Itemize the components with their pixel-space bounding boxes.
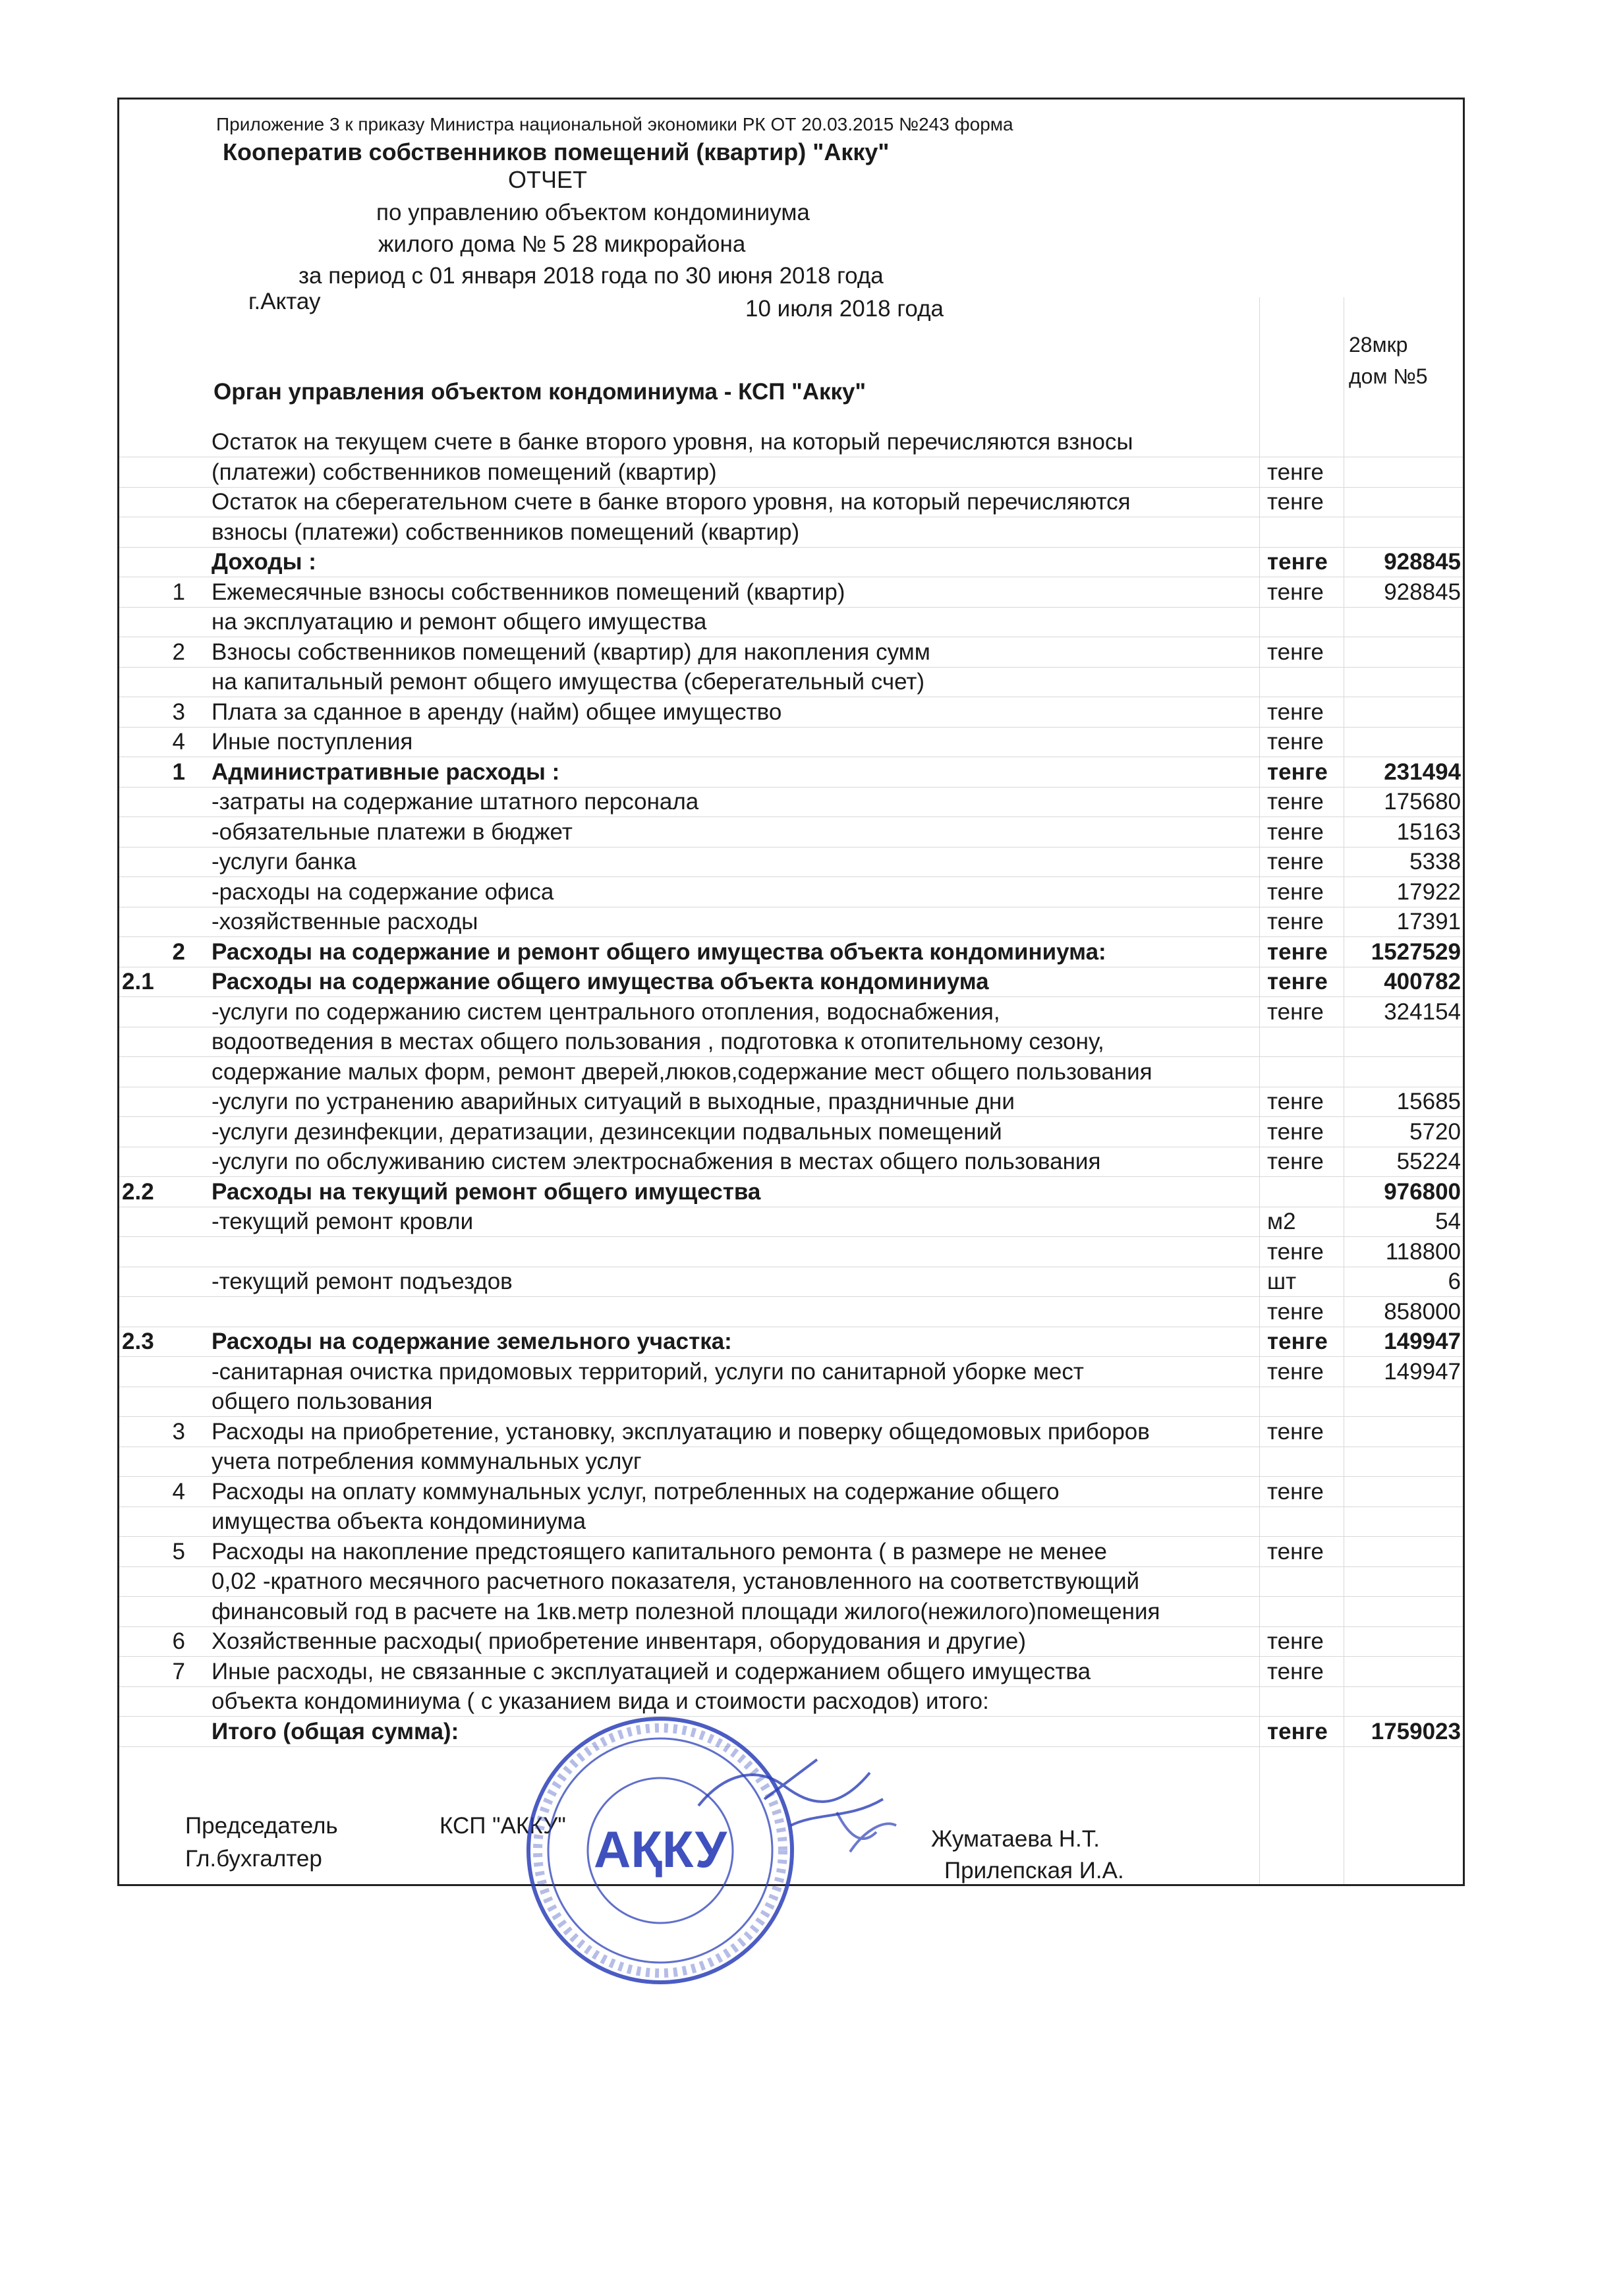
row-divider — [119, 1566, 1463, 1567]
row-number: 1 — [172, 759, 185, 785]
report-sheet — [117, 98, 1465, 1886]
row-divider — [119, 727, 1463, 728]
row-unit: тенге — [1267, 759, 1328, 785]
row-number: 2.1 — [122, 969, 154, 994]
row-value: 149947 — [1384, 1329, 1461, 1354]
row-label: Остаток на сберегательном счете в банке второго уровня, на который перечисляются — [212, 489, 1131, 515]
row-label: Иные поступления — [212, 729, 413, 755]
row-label: 0,02 -кратного месячного расчетного показателя, установленного на соответствующий — [212, 1568, 1140, 1594]
row-label: Хозяйственные расходы( приобретение инвентаря, оборудования и другие) — [212, 1628, 1027, 1654]
row-number: 3 — [172, 1418, 185, 1445]
row-value: 976800 — [1384, 1178, 1461, 1205]
row-value: 1527529 — [1371, 938, 1461, 965]
row-unit: тенге — [1267, 1358, 1324, 1385]
row-value: 5720 — [1409, 1118, 1461, 1145]
row-divider — [119, 547, 1463, 548]
accountant-name: Прилепская И.А. — [944, 1858, 1124, 1883]
row-label: на эксплуатацию и ремонт общего имущества — [212, 609, 707, 635]
row-label: Ежемесячные взносы собственников помещений (квартир) — [212, 579, 845, 605]
row-value: 15163 — [1396, 818, 1461, 845]
row-value: 15685 — [1396, 1089, 1461, 1114]
row-label: Иные расходы, не связанные с эксплуатацией и содержанием общего имущества — [212, 1658, 1091, 1684]
chair-organization: КСП "АККУ" — [440, 1813, 566, 1839]
row-value: 175680 — [1384, 789, 1461, 815]
row-label: Взносы собственников помещений (квартир) для накопления сумм — [212, 639, 930, 665]
row-unit: тенге — [1267, 969, 1328, 994]
row-unit: тенге — [1267, 818, 1324, 845]
row-number: 7 — [172, 1658, 185, 1684]
report-city: г.Актау — [248, 289, 321, 314]
row-label: -услуги дезинфекции, дератизации, дезинсекции подвальных помещений — [212, 1118, 1002, 1145]
row-divider — [119, 936, 1463, 937]
row-label: Расходы на текущий ремонт общего имущества — [212, 1178, 761, 1205]
row-unit: тенге — [1267, 459, 1324, 485]
row-divider — [119, 1476, 1463, 1477]
row-label: Доходы : — [212, 549, 316, 575]
row-divider — [119, 607, 1463, 608]
row-unit: тенге — [1267, 1149, 1324, 1174]
management-body: Орган управления объектом кондоминиума - КСП "Акку" — [213, 379, 866, 405]
row-label: общего пользования — [212, 1389, 433, 1414]
row-value: 6 — [1448, 1269, 1461, 1294]
row-label: -услуги банка — [212, 849, 356, 875]
row-number: 2 — [172, 938, 185, 965]
row-unit: тенге — [1267, 998, 1324, 1025]
report-title: ОТЧЕТ — [508, 166, 587, 193]
row-divider — [119, 996, 1463, 997]
row-label: Расходы на приобретение, установку, эксплуатацию и поверку общедомовых приборов — [212, 1418, 1150, 1445]
row-label: Расходы на оплату коммунальных услуг, потребленных на содержание общего — [212, 1478, 1060, 1505]
stamp-center-text: АҚКУ — [593, 1820, 727, 1878]
row-label: Остаток на текущем счете в банке второго уровня, на который перечисляются взносы — [212, 429, 1133, 455]
row-value: 1759023 — [1371, 1718, 1461, 1744]
row-label: на капитальный ремонт общего имущества (сберегательный счет) — [212, 669, 925, 695]
row-unit: шт — [1267, 1269, 1297, 1294]
row-number: 4 — [172, 729, 185, 755]
row-number: 4 — [172, 1478, 185, 1505]
report-subtitle-2: жилого дома № 5 28 микрорайона — [378, 231, 746, 257]
row-unit: м2 — [1267, 1209, 1296, 1234]
chair-role: Председатель — [185, 1813, 338, 1839]
object-label-1: 28мкр — [1349, 333, 1408, 357]
row-divider — [119, 1296, 1463, 1297]
row-number: 2 — [172, 639, 185, 665]
report-subtitle-1: по управлению объектом кондоминиума — [376, 200, 810, 225]
row-number: 2.3 — [122, 1329, 154, 1354]
row-unit: тенге — [1267, 909, 1324, 934]
row-label: Расходы на накопление предстоящего капитального ремонта ( в размере не менее — [212, 1538, 1107, 1564]
row-number: 5 — [172, 1538, 185, 1564]
appendix-note: Приложение 3 к приказу Министра национальной экономики РК ОТ 20.03.2015 №243 форма — [216, 114, 1013, 134]
row-divider — [119, 1686, 1463, 1687]
chair-name: Жуматаева Н.Т. — [931, 1826, 1100, 1852]
row-value: 858000 — [1384, 1298, 1461, 1325]
row-label: Плата за сданное в аренду (найм) общее имущество — [212, 699, 782, 725]
row-value: 54 — [1435, 1209, 1461, 1234]
report-period: за период с 01 января 2018 года по 30 июня 2018 года — [298, 263, 884, 289]
row-unit: тенге — [1267, 639, 1324, 665]
row-unit: тенге — [1267, 1089, 1324, 1114]
row-label: -текущий ремонт подъездов — [212, 1269, 513, 1294]
row-value: 324154 — [1384, 998, 1461, 1025]
row-label: -услуги по устранению аварийных ситуаций в выходные, праздничные дни — [212, 1089, 1015, 1114]
row-label: содержание малых форм, ремонт дверей,люков,содержание мест общего пользования — [212, 1058, 1152, 1085]
row-unit: тенге — [1267, 1238, 1324, 1265]
row-label: учета потребления коммунальных услуг — [212, 1449, 642, 1474]
row-label: Расходы на содержание общего имущества объекта кондоминиума — [212, 969, 989, 994]
row-divider — [119, 1356, 1463, 1357]
row-unit: тенге — [1267, 1118, 1324, 1145]
accountant-role: Гл.бухгалтер — [185, 1846, 322, 1872]
row-number: 1 — [172, 579, 185, 605]
row-unit: тенге — [1267, 1658, 1324, 1684]
row-unit: тенге — [1267, 1538, 1324, 1564]
row-value: 17391 — [1396, 909, 1461, 934]
row-value: 231494 — [1384, 759, 1461, 785]
report-date: 10 июля 2018 года — [745, 296, 944, 322]
row-divider — [119, 876, 1463, 877]
row-label: -обязательные платежи в бюджет — [212, 818, 573, 845]
row-label: взносы (платежи) собственников помещений (квартир) — [212, 519, 800, 545]
row-label: финансовый год в расчете на 1кв.метр полезной площади жилого(нежилого)помещения — [212, 1598, 1160, 1624]
row-label: -хозяйственные расходы — [212, 909, 478, 934]
row-divider — [119, 787, 1463, 788]
row-label: Итого (общая сумма): — [212, 1718, 459, 1744]
row-label: -затраты на содержание штатного персонала — [212, 789, 699, 815]
row-label: имущества объекта кондоминиума — [212, 1508, 586, 1534]
row-divider — [119, 487, 1463, 488]
row-label: Административные расходы : — [212, 759, 560, 785]
row-value: 17922 — [1396, 878, 1461, 905]
row-value: 928845 — [1384, 549, 1461, 575]
row-divider — [119, 1176, 1463, 1177]
row-divider — [119, 1656, 1463, 1657]
row-divider — [119, 1056, 1463, 1057]
row-divider — [119, 1596, 1463, 1597]
row-unit: тенге — [1267, 549, 1328, 575]
row-divider — [119, 667, 1463, 668]
row-unit: тенге — [1267, 579, 1324, 605]
row-number: 3 — [172, 699, 185, 725]
row-unit: тенге — [1267, 1329, 1328, 1354]
row-value: 928845 — [1384, 579, 1461, 605]
row-unit: тенге — [1267, 699, 1324, 725]
row-divider — [119, 1536, 1463, 1537]
row-label: Расходы на содержание земельного участка: — [212, 1329, 732, 1354]
row-unit: тенге — [1267, 938, 1328, 965]
row-unit: тенге — [1267, 1418, 1324, 1445]
row-value: 149947 — [1384, 1358, 1461, 1385]
row-label: объекта кондоминиума ( с указанием вида и стоимости расходов) итого: — [212, 1688, 989, 1714]
row-value: 118800 — [1385, 1238, 1461, 1265]
row-unit: тенге — [1267, 729, 1324, 755]
row-number: 6 — [172, 1628, 185, 1654]
row-divider — [119, 1626, 1463, 1627]
row-divider — [119, 1236, 1463, 1237]
row-label: (платежи) собственников помещений (квартир) — [212, 459, 717, 485]
row-label: -санитарная очистка придомовых территорий, услуги по санитарной уборке мест — [212, 1358, 1084, 1385]
row-unit: тенге — [1267, 849, 1324, 875]
row-unit: тенге — [1267, 789, 1324, 815]
row-unit: тенге — [1267, 1478, 1324, 1505]
row-value: 400782 — [1384, 969, 1461, 994]
signatures — [685, 1733, 903, 1865]
row-unit: тенге — [1267, 1298, 1324, 1325]
row-label: водоотведения в местах общего пользования , подготовка к отопительному сезону, — [212, 1029, 1104, 1054]
row-label: -услуги по обслуживанию систем электроснабжения в местах общего пользования — [212, 1149, 1101, 1174]
row-number: 2.2 — [122, 1178, 154, 1205]
row-divider — [119, 1116, 1463, 1117]
object-label-2: дом №5 — [1349, 364, 1428, 388]
row-unit: тенге — [1267, 878, 1324, 905]
row-unit: тенге — [1267, 489, 1324, 515]
row-unit: тенге — [1267, 1718, 1328, 1744]
row-value: 55224 — [1396, 1149, 1461, 1174]
row-label: -текущий ремонт кровли — [212, 1209, 474, 1234]
row-label: Расходы на содержание и ремонт общего имущества объекта кондоминиума: — [212, 938, 1106, 965]
row-label: -услуги по содержанию систем центрального отопления, водоснабжения, — [212, 998, 1000, 1025]
row-unit: тенге — [1267, 1628, 1324, 1654]
row-divider — [119, 1416, 1463, 1417]
unit-column-divider — [1259, 297, 1260, 1884]
organization-name: Кооператив собственников помещений (квартир) "Акку" — [223, 138, 890, 165]
row-label: -расходы на содержание офиса — [212, 878, 554, 905]
row-value: 5338 — [1409, 849, 1461, 875]
